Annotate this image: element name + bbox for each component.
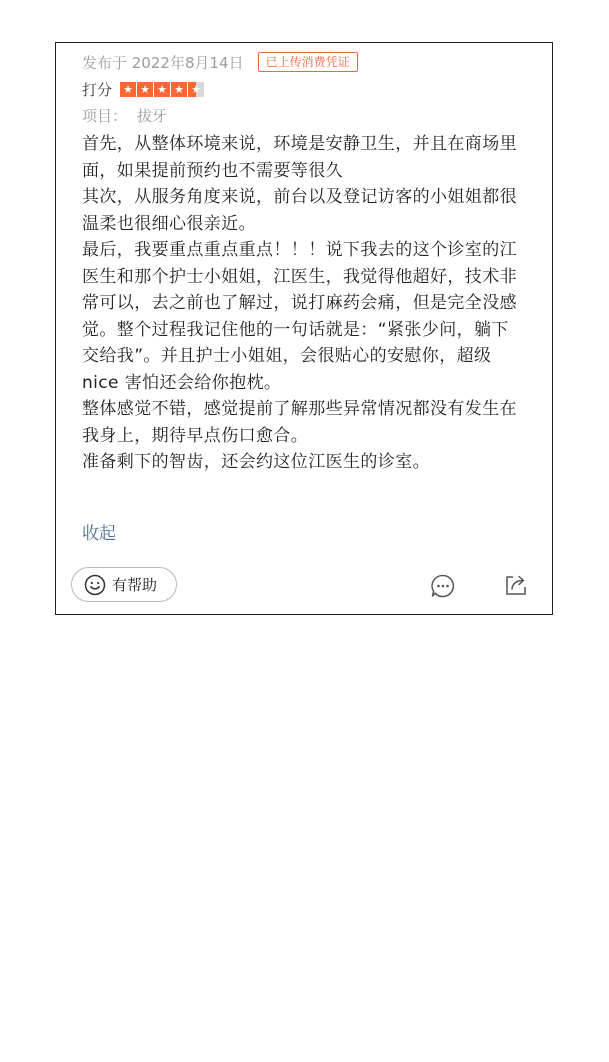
project-row	[82, 104, 167, 126]
verified-purchase-badge: 已上传消费凭证	[258, 52, 358, 72]
star-icon: ★	[188, 82, 204, 97]
review-body	[82, 131, 522, 476]
star-icon: ★	[154, 82, 170, 97]
helpful-label: 有帮助	[112, 576, 158, 594]
review-paragraph: 其次，从服务角度来说，前台以及登记访客的小姐姐都很温柔也很细心很亲近。	[82, 187, 517, 234]
rating-row	[82, 78, 204, 100]
share-icon	[503, 572, 529, 598]
comment-icon	[429, 572, 457, 600]
project-value: 拔牙	[137, 106, 168, 125]
review-paragraph: 整体感觉不错，感觉提前了解那些异常情况都没有发生在我身上，期待早点伤口愈合。	[82, 399, 517, 446]
collapse-link[interactable]: 收起	[82, 524, 116, 544]
project-label: 项目：	[82, 106, 128, 125]
star-icon: ★	[137, 82, 153, 97]
review-card	[55, 42, 553, 615]
star-icon: ★	[171, 82, 187, 97]
review-date: 发布于 2022年8月14日	[82, 53, 244, 72]
review-paragraph: 最后，我要重点重点重点！！！说下我去的这个诊室的江医生和那个护士小姐姐，江医生，我觉得他超好，技术非常可以，去之前也了解过，说打麻药会痛，但是完全没感觉。整个过程我记住他的一句话就是：“紧张少问，躺下交给我”。并且护士小姐姐，会很贴心的安慰你，超级 nice 害怕还会给你抱枕。	[82, 240, 517, 393]
smile-icon	[84, 574, 106, 596]
share-button[interactable]	[503, 572, 529, 598]
rating-label: 打分	[82, 80, 113, 99]
star-rating	[120, 82, 204, 97]
star-icon: ★	[120, 82, 136, 97]
review-meta	[82, 51, 358, 73]
helpful-button[interactable]	[71, 567, 177, 602]
review-paragraph: 首先，从整体环境来说，环境是安静卫生，并且在商场里面，如果提前预约也不需要等很久	[82, 134, 517, 181]
comment-button[interactable]	[429, 572, 457, 600]
review-paragraph: 准备剩下的智齿，还会约这位江医生的诊室。	[82, 452, 430, 472]
